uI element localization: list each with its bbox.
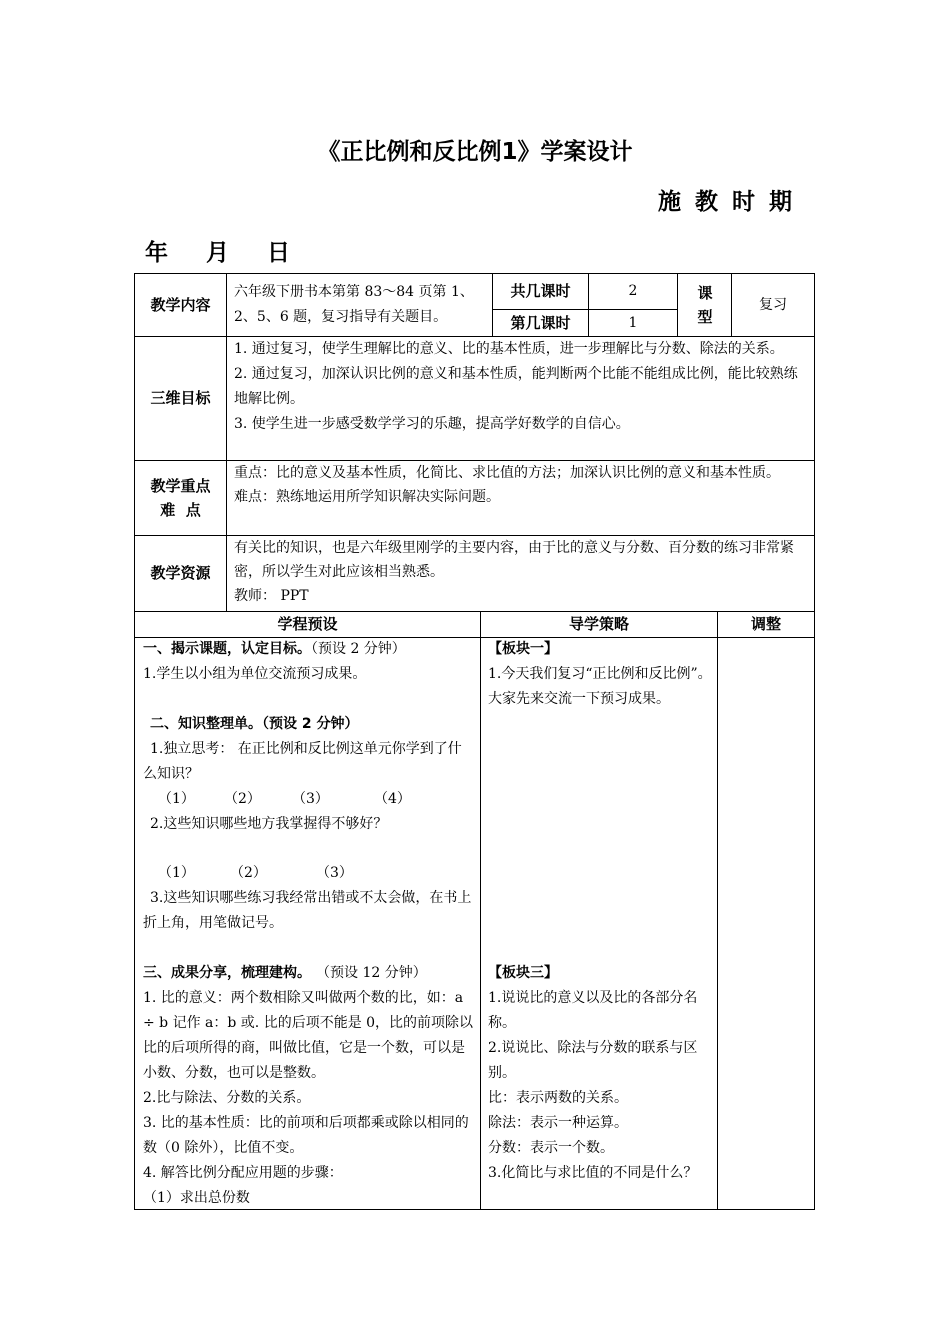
keypoints-label xyxy=(135,461,226,535)
section-3-item-3: 3. 比的基本性质：比的前项和后项都乘或除以相同的数（0 除外），比值不变。 xyxy=(143,1115,469,1156)
teaching-period-label: 施教时期 xyxy=(658,189,806,215)
keypoints-text xyxy=(234,461,808,509)
lesson-type-label: 课型 xyxy=(697,284,713,326)
section-3-title: 三、成果分享，梳理建构。 xyxy=(143,965,311,981)
focus-text: 重点：比的意义及基本性质，化简比、求比值的方法；加深认识比例的意义和基本性质。 xyxy=(234,465,780,481)
goals-text xyxy=(234,337,808,437)
section-2-question-3: 3.这些知识哪些练习我经常出错或不太会做，在书上折上角，用笔做记号。 xyxy=(143,890,472,931)
keypoints-label-difficulty: 难 点 xyxy=(160,501,201,519)
header-strategy: 导学策略 xyxy=(568,615,629,633)
header-process: 学程预设 xyxy=(277,615,338,633)
block-3-item-1: 1.说说比的意义以及比的各部分名称。 xyxy=(488,990,698,1031)
blank: （2） xyxy=(224,791,261,807)
blank: （4） xyxy=(374,791,411,807)
date-line xyxy=(145,234,320,267)
lesson-type-value: 复习 xyxy=(759,296,787,313)
section-3-item-2: 2.比与除法、分数的关系。 xyxy=(143,1090,311,1106)
resources-teacher: 教师： PPT xyxy=(234,588,309,604)
section-2-question-1: 1.独立思考： 在正比例和反比例这单元你学到了什么知识？ xyxy=(143,741,462,782)
block-3-item-6: 3.化简比与求比值的不同是什么？ xyxy=(488,1165,698,1181)
section-3-item-5: （1）求出总份数 xyxy=(143,1190,250,1206)
total-lessons-value: 2 xyxy=(628,283,638,299)
block-3-title: 【板块三】 xyxy=(488,965,558,981)
goal-1: 1. 通过复习，使学生理解比的意义、比的基本性质，进一步理解比与分数、除法的关系。 xyxy=(234,341,784,357)
resources-text xyxy=(234,536,808,608)
section-3-item-1: 1. 比的意义：两个数相除又叫做两个数的比，如：a ÷ b 记作 a：b 或. 比的后项不能是 0，比的前项除以比的后项所得的商，叫做比值，它是一个数，可以是小数、分数，也可以是整数。 xyxy=(143,990,474,1081)
header-adjust: 调整 xyxy=(750,615,781,633)
date-month: 月 xyxy=(206,240,230,266)
blank: （3） xyxy=(316,865,353,881)
keypoints-label-focus: 教学重点 xyxy=(150,477,211,495)
section-2-question-2: 2.这些知识哪些地方我掌握得不够好？ xyxy=(150,816,388,832)
goal-2: 2. 通过复习，加深认识比例的意义和基本性质，能判断两个比能不能组成比例，能比较熟练地解比例。 xyxy=(234,366,798,407)
blank: （1） xyxy=(158,791,195,807)
resources-description: 有关比的知识，也是六年级里刚学的主要内容，由于比的意义与分数、百分数的练习非常紧密，所以学生对此应该相当熟悉。 xyxy=(234,540,794,580)
difficulty-text: 难点：熟练地运用所学知识解决实际问题。 xyxy=(234,489,500,505)
document-title: 《正比例和反比例1》学案设计 xyxy=(317,139,633,165)
block-3-item-4: 除法：表示一种运算。 xyxy=(488,1115,628,1131)
section-1-item-1: 1.学生以小组为单位交流预习成果。 xyxy=(143,666,367,682)
goal-3: 3. 使学生进一步感受数学学习的乐趣，提高学好数学的自信心。 xyxy=(234,416,630,432)
section-2-q2-blanks xyxy=(158,861,353,886)
goals-label: 三维目标 xyxy=(150,389,211,407)
block-3-item-2: 2.说说比、除法与分数的联系与区别。 xyxy=(488,1040,698,1081)
block-3-item-5: 分数：表示一个数。 xyxy=(488,1140,614,1156)
section-2-q1-blanks xyxy=(158,787,411,812)
total-lessons-label: 共几课时 xyxy=(510,282,571,300)
blank: （1） xyxy=(158,865,195,881)
block-3-item-3: 比：表示两数的关系。 xyxy=(488,1090,628,1106)
section-3-heading xyxy=(143,961,427,986)
block-1-title: 【板块一】 xyxy=(488,641,558,657)
section-2-title: 二、知识整理单。（预设 2 分钟） xyxy=(150,716,359,732)
section-1-time: （预设 2 分钟） xyxy=(311,641,406,657)
section-1-heading xyxy=(143,637,406,662)
resources-label: 教学资源 xyxy=(150,564,211,582)
content-text: 六年级下册书本第第 83～84 页第 1、2、5、6 题，复习指导有关题目。 xyxy=(234,284,474,325)
date-year: 年 xyxy=(145,240,168,266)
section-1-title: 一、揭示课题，认定目标。 xyxy=(143,641,311,657)
blank: （2） xyxy=(230,865,267,881)
block-1-item-1: 1.今天我们复习“正比例和反比例”。大家先来交流一下预习成果。 xyxy=(488,666,712,707)
lesson-number-value: 1 xyxy=(628,314,638,331)
blank: （3） xyxy=(292,791,329,807)
section-3-time: （预设 12 分钟） xyxy=(323,965,427,981)
date-day: 日 xyxy=(267,240,291,266)
lesson-number-label: 第几课时 xyxy=(510,313,571,332)
content-label: 教学内容 xyxy=(150,295,211,314)
section-3-item-4: 4. 解答比例分配应用题的步骤： xyxy=(143,1165,343,1181)
